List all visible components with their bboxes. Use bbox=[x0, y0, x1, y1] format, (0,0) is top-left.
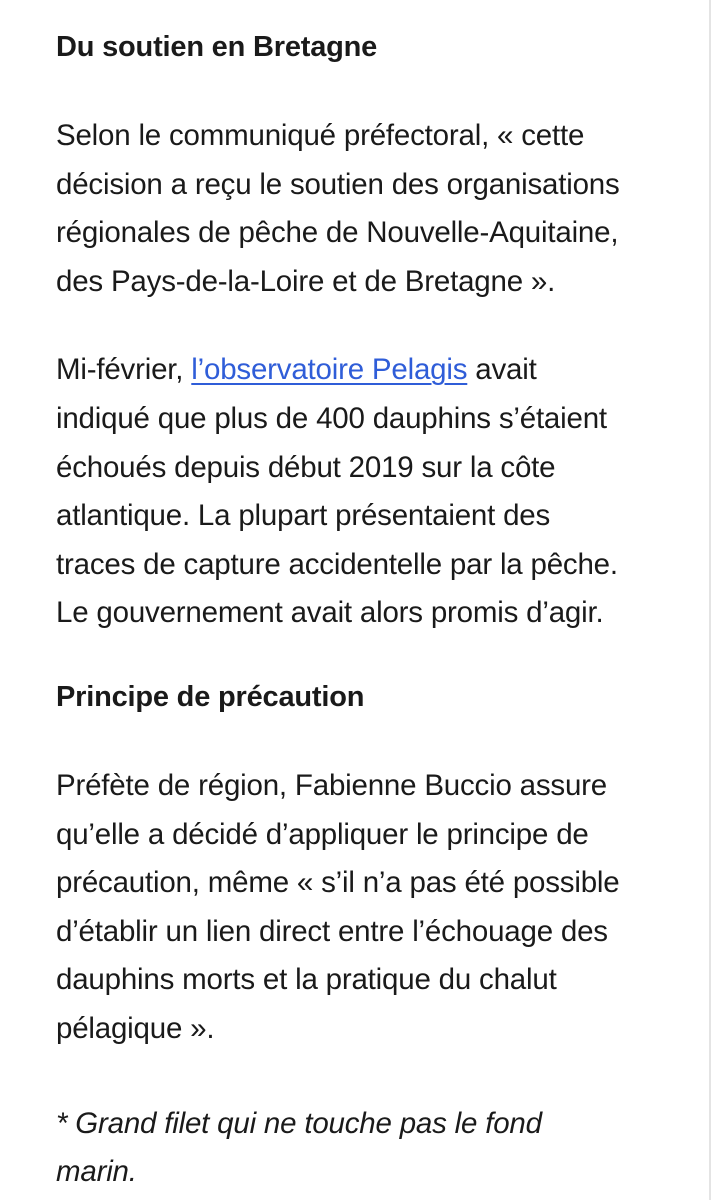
paragraph-line: qu’elle a décidé d’appliquer le principe de bbox=[56, 817, 589, 851]
paragraph-line: pélagique ». bbox=[56, 1011, 215, 1045]
paragraph-line: indiqué que plus de 400 dauphins s’étaient bbox=[56, 401, 607, 435]
paragraph-line: Le gouvernement avait alors promis d’agir. bbox=[56, 596, 604, 630]
footnote-chalut bbox=[56, 1100, 686, 1197]
article-body bbox=[56, 26, 686, 1197]
paragraph-line: traces de capture accidentelle par la pêche. bbox=[56, 547, 618, 581]
paragraph-line: d’établir un lien direct entre l’échouage des bbox=[56, 914, 608, 948]
footnote-line: marin. bbox=[56, 1155, 137, 1189]
paragraph-line: Selon le communiqué préfectoral, « cette bbox=[56, 119, 585, 152]
paragraph-line: atlantique. La plupart présentaient des bbox=[56, 499, 551, 533]
paragraph-line: échoués depuis début 2019 sur la côte bbox=[56, 450, 556, 484]
paragraph-text: Mi-février, bbox=[56, 353, 192, 387]
section-heading-soutien: Du soutien en Bretagne bbox=[56, 31, 378, 63]
paragraph-line: précaution, même « s’il n’a pas été possible bbox=[56, 866, 620, 900]
paragraph-pelagis bbox=[56, 346, 686, 638]
paragraph-communique bbox=[56, 112, 686, 306]
paragraph-text: avait bbox=[467, 353, 537, 387]
paragraph-prefete bbox=[56, 762, 686, 1054]
paragraph-line: décision a reçu le soutien des organisations bbox=[56, 167, 620, 201]
footnote-line: * Grand filet qui ne touche pas le fond bbox=[56, 1106, 542, 1140]
paragraph-line: des Pays-de-la-Loire et de Bretagne ». bbox=[56, 264, 556, 298]
section-heading-precaution: Principe de précaution bbox=[56, 680, 365, 713]
paragraph-line: Préfète de région, Fabienne Buccio assure bbox=[56, 768, 608, 802]
paragraph-line: dauphins morts et la pratique du chalut bbox=[56, 963, 557, 997]
paragraph-line: régionales de pêche de Nouvelle-Aquitaine, bbox=[56, 216, 619, 250]
page-edge-divider bbox=[709, 0, 711, 1200]
observatoire-pelagis-link[interactable]: l’observatoire Pelagis bbox=[191, 353, 468, 387]
